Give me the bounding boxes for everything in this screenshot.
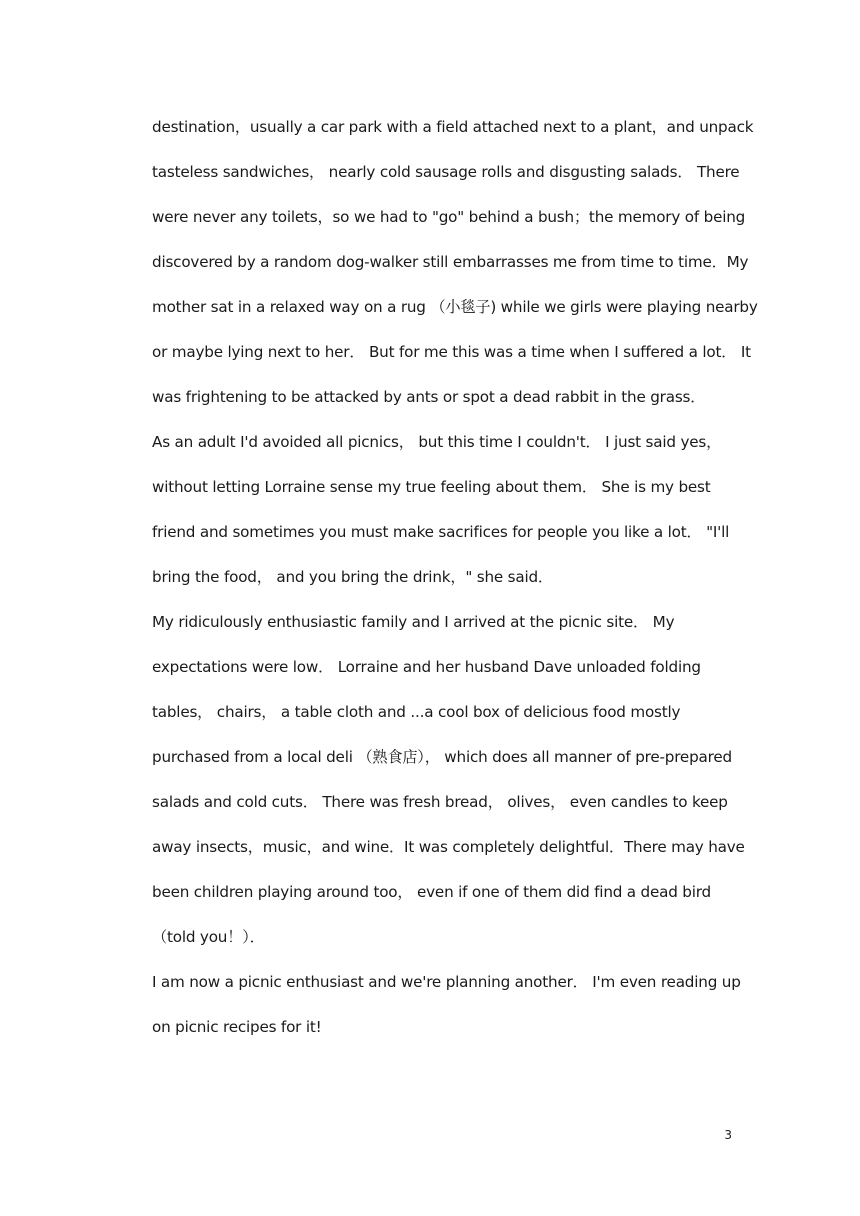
- page-number: 3: [724, 1128, 732, 1142]
- text-line: discovered by a random dog-walker still embarrasses me from time to time．My: [152, 253, 749, 271]
- text-line: expectations were low． Lorraine and her husband Dave unloaded folding: [152, 658, 701, 676]
- text-line: purchased from a local deli （熟食店）， which does all manner of pre-prepared: [152, 748, 732, 766]
- text-line: away insects，music，and wine．It was completely delightful．There may have: [152, 838, 745, 856]
- text-line: was frightening to be attacked by ants or spot a dead rabbit in the grass．: [152, 388, 706, 406]
- text-line: destination，usually a car park with a field attached next to a plant，and unpack: [152, 118, 754, 136]
- text-line: tables， chairs， a table cloth and ...a cool box of delicious food mostly: [152, 703, 681, 721]
- text-line: on picnic recipes for it!: [152, 1018, 322, 1036]
- text-line: My ridiculously enthusiastic family and I arrived at the picnic site． My: [152, 613, 675, 631]
- text-line: （told you！）．: [152, 928, 265, 946]
- text-line: or maybe lying next to her． But for me this was a time when I suffered a lot． It: [152, 343, 751, 361]
- text-line: As an adult I'd avoided all picnics， but this time I couldn't． I just said yes，: [152, 433, 722, 451]
- text-line: tasteless sandwiches， nearly cold sausage rolls and disgusting salads． There: [152, 163, 740, 181]
- text-line: salads and cold cuts． There was fresh bread， olives， even candles to keep: [152, 793, 728, 811]
- text-line: without letting Lorraine sense my true feeling about them． She is my best: [152, 478, 711, 496]
- text-line: friend and sometimes you must make sacrifices for people you like a lot． "I'll: [152, 523, 730, 541]
- text-line: were never any toilets，so we had to "go" behind a bush；the memory of being: [152, 208, 746, 226]
- text-line: mother sat in a relaxed way on a rug （小毯子) while we girls were playing nearby: [152, 298, 758, 316]
- text-line: bring the food， and you bring the drink，" she said．: [152, 568, 553, 586]
- document-body: [152, 111, 758, 1056]
- text-line: I am now a picnic enthusiast and we're planning another． I'm even reading up: [152, 973, 741, 991]
- text-line: been children playing around too， even if one of them did find a dead bird: [152, 883, 711, 901]
